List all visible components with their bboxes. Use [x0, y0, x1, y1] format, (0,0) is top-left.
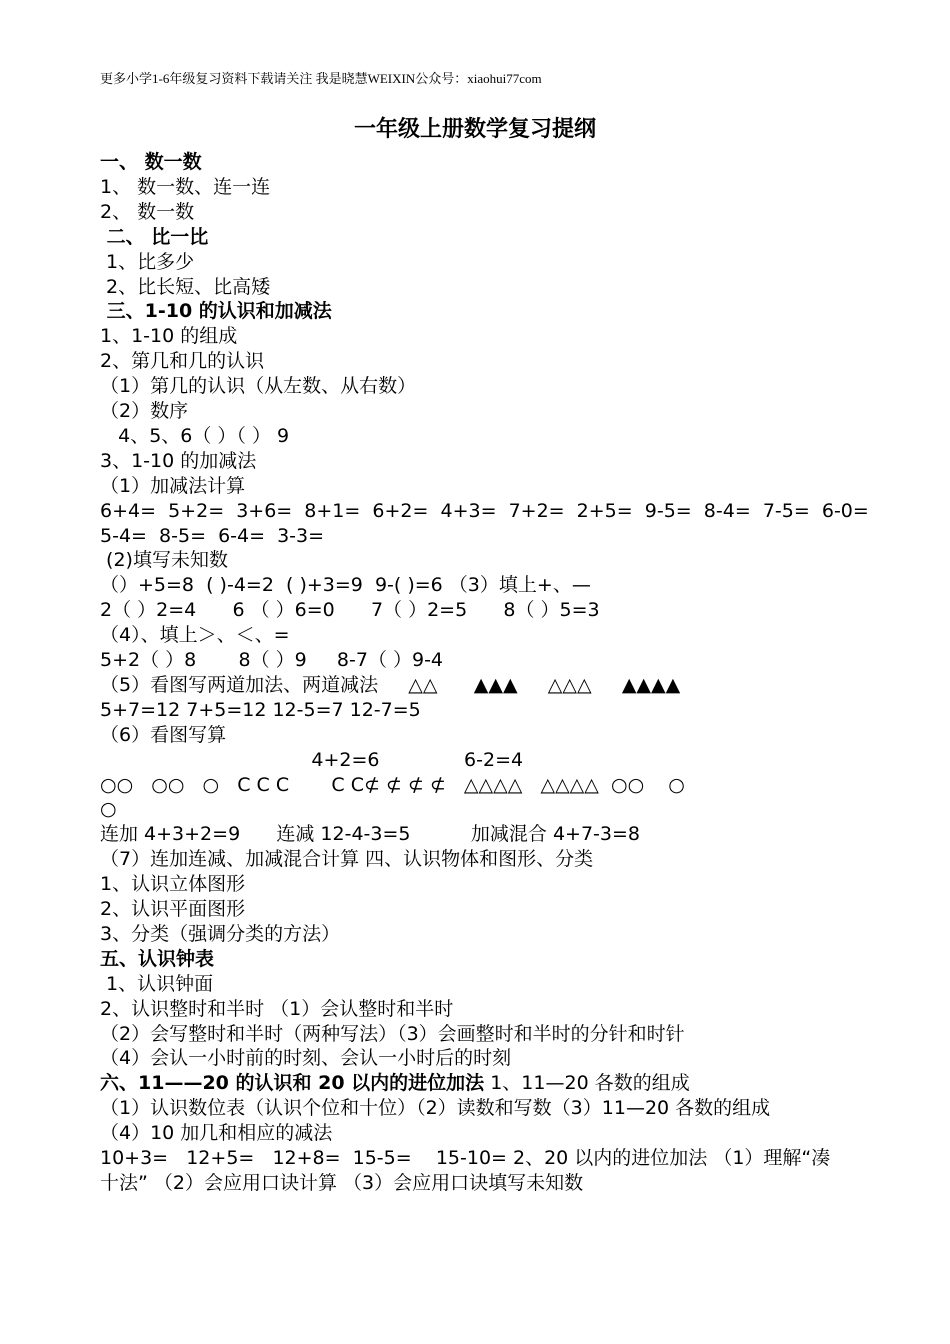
outline-line: （7）连加连减、加减混合计算 四、认识物体和图形、分类: [100, 848, 594, 871]
outline-line: 连加 4+3+2=9 连减 12-4-3=5 加减混合 4+7-3=8: [100, 823, 640, 846]
outline-line: （4）10 加几和相应的减法: [100, 1122, 333, 1145]
outline-line: 2、 数一数: [100, 200, 195, 223]
outline-line: 4、5、6（ ）（ ） 9: [100, 424, 290, 447]
outline-line: 1、比多少: [100, 250, 195, 273]
outline-line: 6+4= 5+2= 3+6= 8+1= 6+2= 4+3= 7+2= 2+5= 9-5= 8-4= 7-5= 6-0=: [100, 499, 869, 522]
section-heading-bold: 六、11——20 的认识和 20 以内的进位加法: [100, 1072, 485, 1095]
outline-line: ○: [100, 798, 117, 821]
outline-line: （4）、填上＞、＜、=: [100, 624, 290, 647]
outline-line: 5+2（ ）8 8（ ）9 8-7（ ）9-4: [100, 649, 444, 671]
outline-line: 2、第几和几的认识: [100, 350, 265, 373]
outline-line: 一、 数一数: [100, 151, 202, 173]
outline-line: (2)填写未知数: [100, 549, 228, 572]
section-subitem: 1、11—20 各数的组成: [484, 1072, 690, 1095]
outline-line: 10+3= 12+5= 12+8= 15-5= 15-10= 2、20 以内的进位加法 （1）理解“凑: [100, 1147, 831, 1169]
outline-line: 2、认识平面图形: [100, 898, 246, 920]
outline-line: （1）认识数位表（认识个位和十位）（2）读数和写数（3）11—20 各数的组成: [100, 1097, 771, 1120]
outline-line: 1、1-10 的组成: [100, 325, 238, 348]
outline-line: 3、1-10 的加减法: [100, 449, 257, 472]
outline-line: 5+7=12 7+5=12 12-5=7 12-7=5: [100, 698, 421, 721]
outline-line: 4+2=6 6-2=4: [100, 748, 524, 771]
outline-line: 五、认识钟表: [100, 947, 215, 970]
outline-line: 1、认识钟面: [100, 972, 214, 995]
outline-line: 3、分类（强调分类的方法）: [100, 922, 341, 945]
outline-line: （2）会写整时和半时（两种写法）（3）会画整时和半时的分针和时针: [100, 1022, 685, 1045]
outline-line: 2、认识整时和半时 （1）会认整时和半时: [100, 997, 454, 1020]
outline-line: （4）会认一小时前的时刻、会认一小时后的时刻: [100, 1047, 512, 1070]
outline-line: （1）加减法计算: [100, 474, 246, 497]
outline-line: 1、认识立体图形: [100, 873, 246, 896]
outline-line: ○○ ○○ ○ C C C C C⊄ ⊄ ⊄ ⊄ △△△△ △△△△ ○○ ○: [100, 773, 685, 796]
outline-line: 三、1-10 的认识和加减法: [100, 300, 332, 323]
page-title: 一年级上册数学复习提纲: [353, 117, 596, 142]
outline-line: （6）看图写算: [100, 723, 227, 746]
outline-line: 2（ ）2=4 6 （ ）6=0 7（ ）2=5 8（ ）5=3: [100, 599, 600, 622]
outline-line: 二、 比一比: [100, 225, 209, 248]
outline-line: 2、比长短、比高矮: [100, 275, 271, 298]
outline-line: 1、 数一数、连一连: [100, 175, 271, 198]
outline-line: （5）看图写两道加法、两道减法 △△ ▲▲▲ △△△ ▲▲▲▲: [100, 673, 681, 696]
outline-line: （）+5=8 ( )-4=2 ( )+3=9 9-( )=6 （3）填上+、—: [100, 574, 591, 597]
outline-line: 5-4= 8-5= 6-4= 3-3=: [100, 524, 325, 547]
page-header: 更多小学1-6年级复习资料下载请关注 我是晓慧WEIXIN公众号：xiaohui77com: [100, 71, 542, 86]
outline-line: （2）数序: [100, 400, 189, 422]
outline-line: [100, 1071, 690, 1095]
outline-line: 十法” （2）会应用口诀计算 （3）会应用口诀填写未知数: [100, 1171, 584, 1194]
outline-line: （1）第几的认识（从左数、从右数）: [100, 375, 417, 398]
